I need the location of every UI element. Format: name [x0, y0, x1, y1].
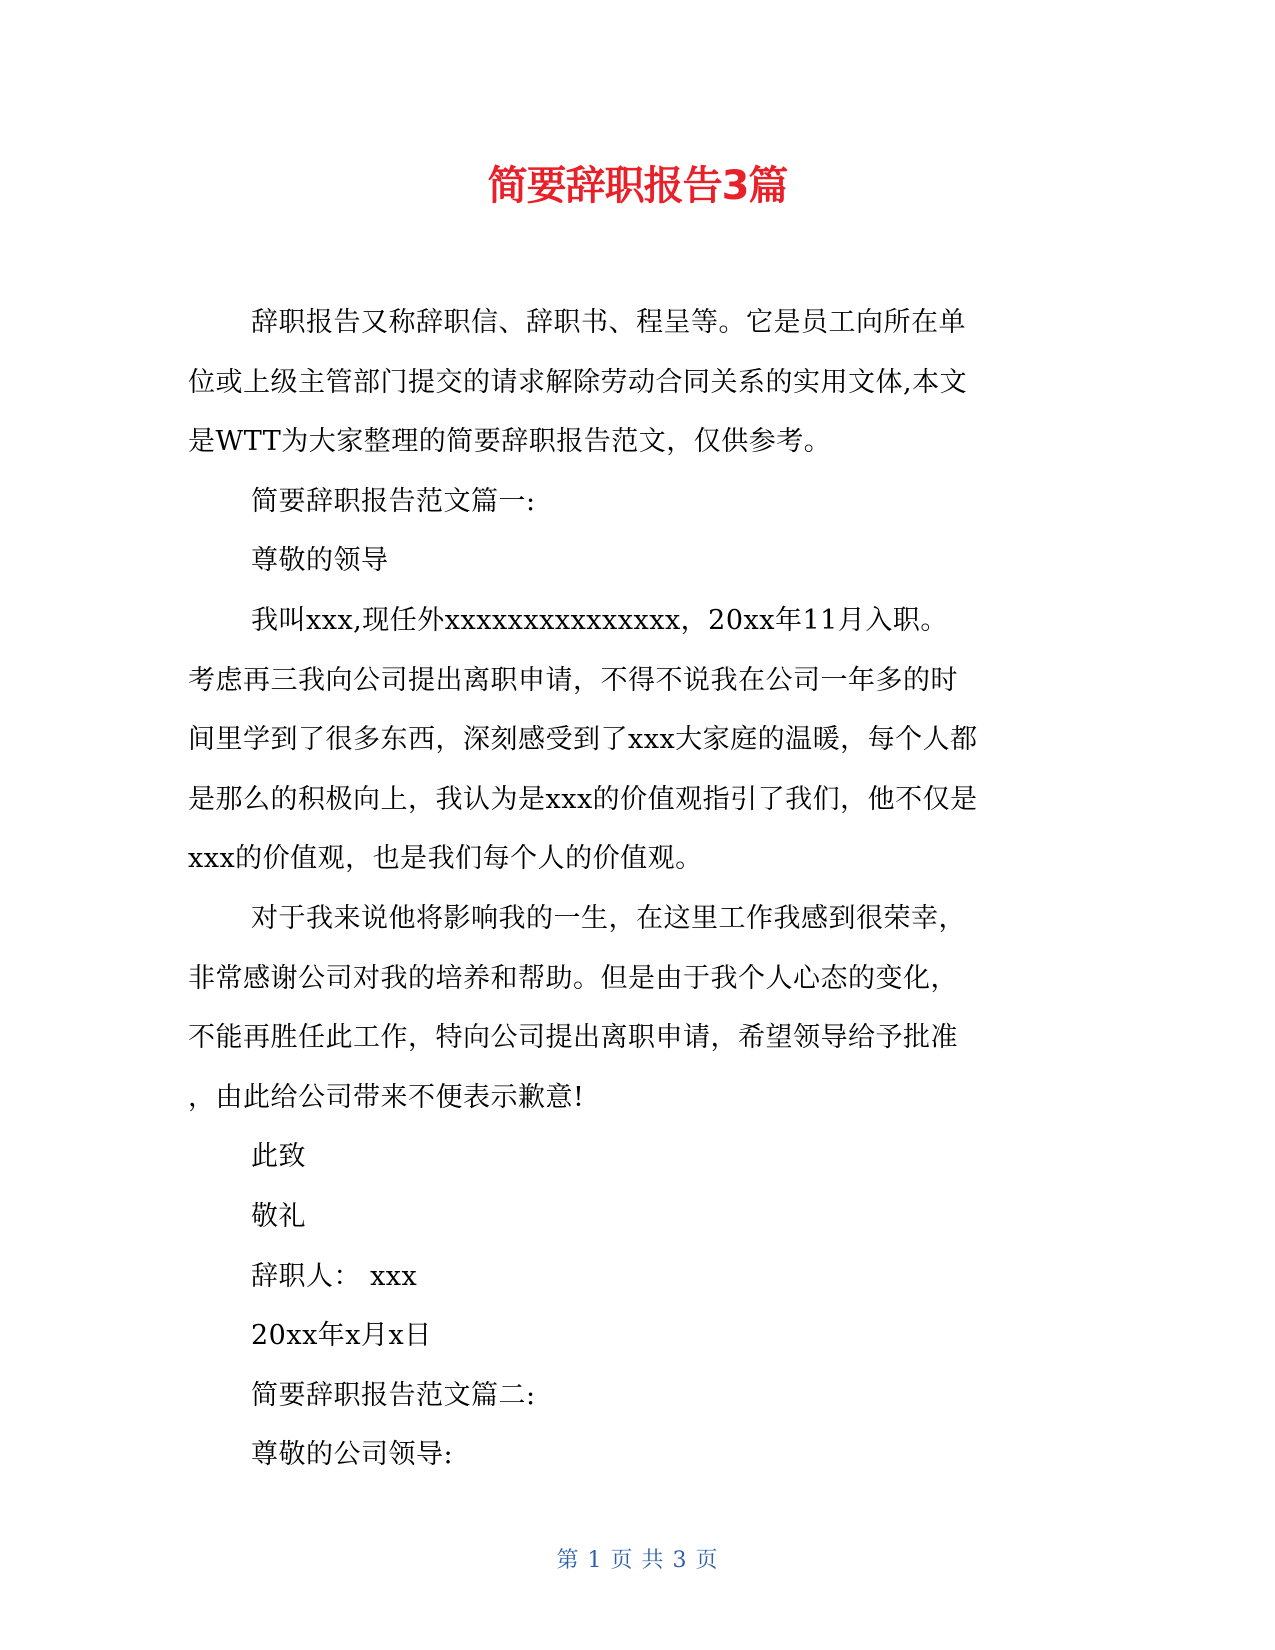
body-line: 对于我来说他将影响我的一生，在这里工作我感到很荣幸，	[251, 902, 966, 934]
document-title: 简要辞职报告3篇	[487, 163, 788, 209]
body-line: 辞职报告又称辞职信、辞职书、程呈等。它是员工向所在单	[251, 307, 966, 338]
body-line: 考虑再三我向公司提出离职申请，不得不说我在公司一年多的时	[188, 664, 958, 696]
page-footer: 第 1 页 共 3 页	[556, 1548, 719, 1573]
body-line: 间里学到了很多东西，深刻感受到了xxx大家庭的温暖，每个人都	[188, 724, 978, 756]
body-line: 非常感谢公司对我的培养和帮助。但是由于我个人心态的变化，	[188, 962, 958, 994]
body-line: 此致	[251, 1141, 306, 1173]
body-line: 辞职人： xxx	[251, 1260, 418, 1292]
body-line: 敬礼	[251, 1200, 306, 1232]
body-line: xxx的价值观，也是我们每个人的价值观。	[188, 843, 703, 875]
body-line: 不能再胜任此工作，特向公司提出离职申请，希望领导给予批准	[188, 1022, 958, 1054]
body-line: 简要辞职报告范文篇一:	[251, 485, 536, 517]
body-line: 简要辞职报告范文篇二:	[251, 1379, 536, 1411]
body-line: 是WTT为大家整理的简要辞职报告范文，仅供参考。	[188, 426, 832, 458]
body-line: 位或上级主管部门提交的请求解除劳动合同关系的实用文体,本文	[188, 366, 968, 398]
body-line: ，由此给公司带来不便表示歉意!	[188, 1081, 585, 1113]
body-line: 尊敬的公司领导:	[251, 1439, 454, 1471]
body-line: 我叫xxx,现任外xxxxxxxxxxxxxxx，20xx年11月入职。	[251, 604, 948, 636]
document-body	[188, 293, 1088, 1485]
body-line: 20xx年x月x日	[251, 1320, 432, 1352]
body-line: 是那么的积极向上，我认为是xxx的价值观指引了我们，他不仅是	[188, 783, 978, 815]
body-line: 尊敬的领导	[251, 545, 389, 577]
